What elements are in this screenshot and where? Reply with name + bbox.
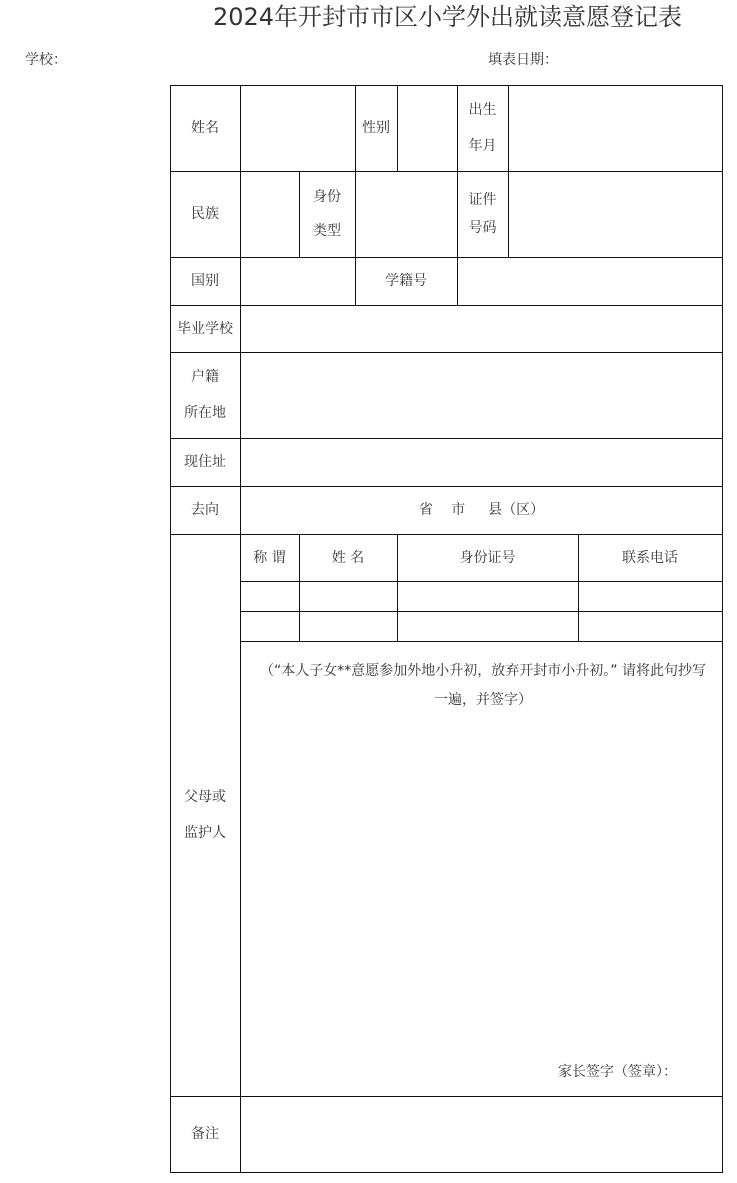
graduation-school-field[interactable]	[241, 306, 722, 352]
id-number-label-line-2: 号码	[468, 220, 497, 236]
id-type-label	[299, 171, 355, 257]
id-number-label	[457, 171, 508, 257]
guardian-label-line-1: 父母或	[184, 789, 226, 805]
birth-label-line-2: 年月	[468, 138, 497, 154]
id-type-label-line-1: 身份	[313, 189, 341, 205]
ethnicity-label: 民族	[191, 206, 219, 222]
household-label	[170, 352, 240, 438]
guardian-row-2-relation[interactable]	[241, 612, 299, 641]
name-label: 姓名	[191, 120, 219, 136]
student-no-label: 学籍号	[385, 273, 427, 289]
guardian-header-phone: 联系电话	[622, 549, 678, 566]
date-label: 填表日期：	[488, 52, 558, 68]
guardian-row-2-phone[interactable]	[579, 612, 722, 641]
birth-label-line-1: 出生	[468, 102, 497, 118]
school-label: 学校：	[25, 52, 67, 68]
gender-field[interactable]	[398, 85, 457, 171]
nationality-label: 国别	[191, 273, 219, 289]
gender-label: 性别	[362, 120, 390, 136]
remarks-label: 备注	[191, 1126, 219, 1142]
name-field[interactable]	[241, 85, 355, 171]
registration-form	[170, 85, 722, 1172]
id-number-field[interactable]	[509, 172, 722, 257]
remarks-field[interactable]	[241, 1097, 722, 1172]
guardian-row-1-phone[interactable]	[579, 582, 722, 611]
address-label: 现住址	[184, 454, 226, 470]
guardian-row-1-relation[interactable]	[241, 582, 299, 611]
household-label-line-1: 户籍	[191, 369, 219, 385]
id-type-field[interactable]	[356, 172, 457, 257]
birth-label	[457, 85, 508, 171]
guardian-header-id-number: 身份证号	[459, 549, 516, 566]
guardian-row-1-name[interactable]	[300, 582, 397, 611]
birth-field[interactable]	[509, 85, 722, 171]
household-field[interactable]	[241, 353, 722, 438]
guardian-row-1-id-number[interactable]	[398, 582, 578, 611]
destination-field[interactable]: 省 市 县（区）	[418, 502, 545, 518]
id-type-label-line-2: 类型	[313, 223, 341, 239]
parent-signature-label: 家长签字（签章）：	[558, 1064, 677, 1080]
ethnicity-field[interactable]	[241, 172, 299, 257]
guardian-statement-line-2: 一遍，并签字）	[434, 692, 532, 708]
guardian-header-name: 姓 名	[331, 549, 365, 566]
household-label-line-2: 所在地	[184, 405, 226, 421]
guardian-header-relation: 称 谓	[253, 549, 286, 566]
guardian-row-2-name[interactable]	[300, 612, 397, 641]
id-number-label-line-1: 证件	[468, 192, 497, 208]
address-field[interactable]	[241, 439, 722, 486]
guardian-statement-line-1: （“本人子女**意愿参加外地小升初，放弃开封市小升初。” 请将此句抄写	[260, 663, 706, 679]
graduation-school-label: 毕业学校	[177, 320, 233, 337]
page-title: 2024年开封市市区小学外出就读意愿登记表	[212, 3, 683, 31]
guardian-label-line-2: 监护人	[184, 825, 226, 841]
student-no-field[interactable]	[458, 258, 722, 305]
destination-label: 去向	[191, 502, 219, 518]
guardian-statement-area[interactable]	[241, 642, 722, 1096]
nationality-field[interactable]	[241, 258, 355, 305]
guardian-row-2-id-number[interactable]	[398, 612, 578, 641]
guardian-label	[170, 534, 240, 1096]
